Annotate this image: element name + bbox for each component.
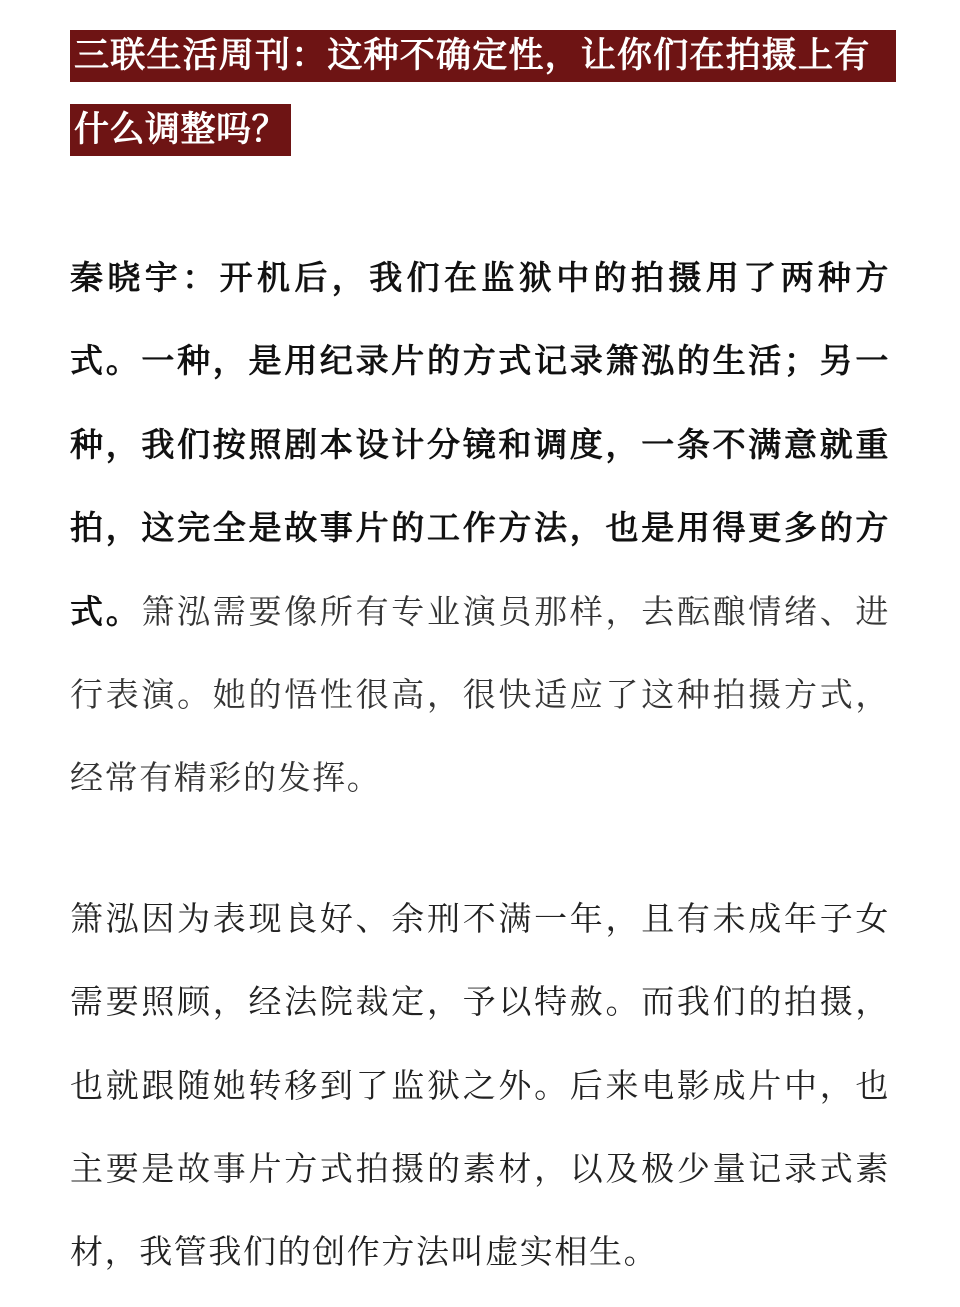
question-line-2 [70, 104, 896, 156]
answer-body [70, 236, 890, 1294]
question-line-1 [70, 30, 896, 82]
answer-paragraph-1 [70, 236, 890, 820]
question-text-2: 什么调整吗？ [70, 104, 291, 156]
question-heading [70, 30, 896, 178]
answer-paragraph-2: 箫泓因为表现良好、余刑不满一年，且有未成年子女需要照顾，经法院裁定，予以特赦。而我们的拍摄，也就跟随她转移到了监狱之外。后来电影成片中，也主要是故事片方式拍摄的素材，以及极少量记录式素材，我管我们的创作方法叫虚实相生。 [70, 898, 890, 1272]
question-text-1: 三联生活周刊：这种不确定性，让你们在拍摄上有 [70, 30, 896, 82]
answer-bold-text: 开机后，我们在监狱中的拍摄用了两种方式。一种，是用纪录片的方式记录箫泓的生活；另一种，我们按照剧本设计分镜和调度，一条不满意就重拍，这完全是故事片的工作方法，也是用得更多的方式。 [70, 258, 890, 631]
speaker-label: 秦晓宇： [70, 258, 220, 297]
answer-normal-text: 箫泓需要像所有专业演员那样，去酝酿情绪、进行表演。她的悟性很高，很快适应了这种拍摄方式，经常有精彩的发挥。 [70, 591, 890, 798]
